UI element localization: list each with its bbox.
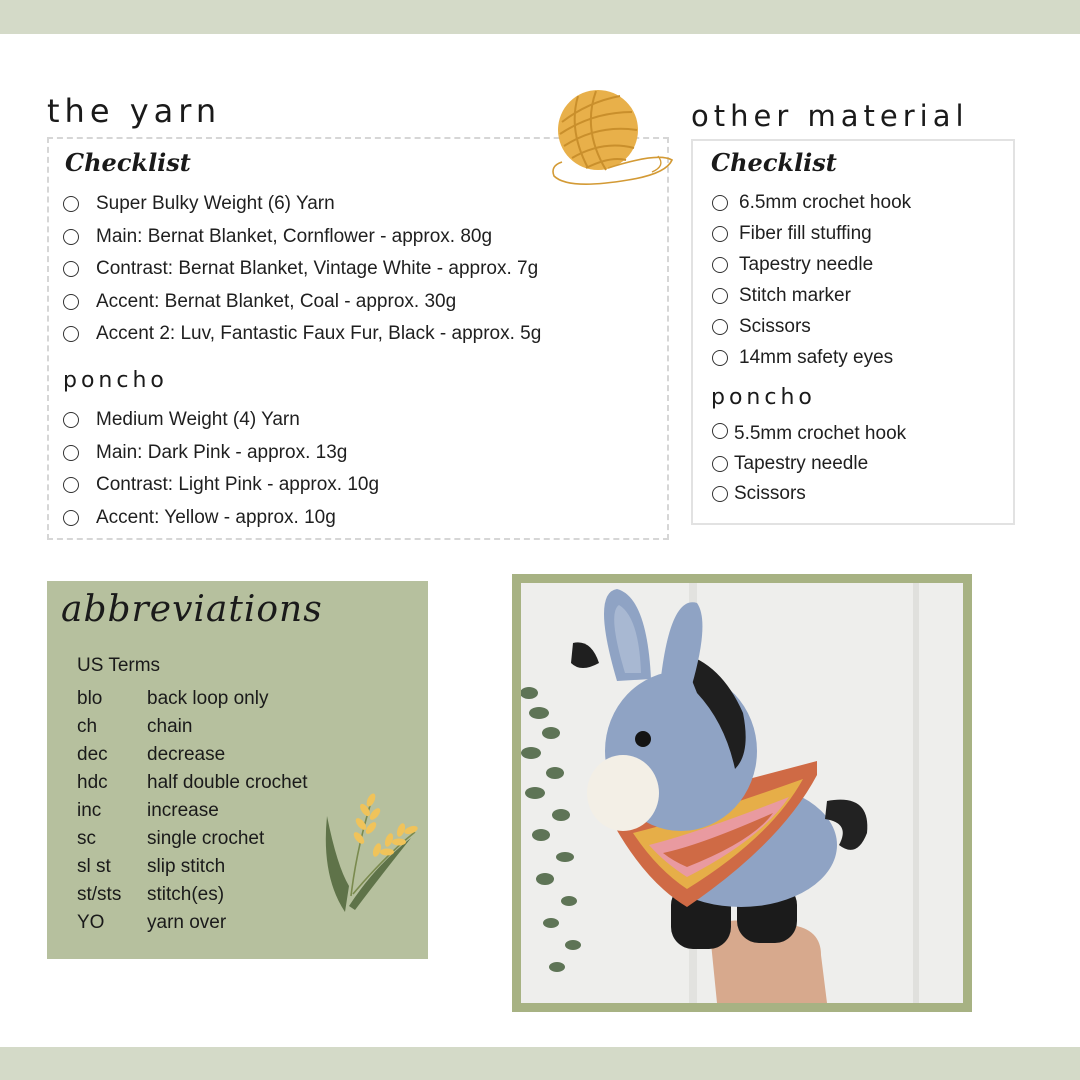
yarn-poncho-checklist <box>63 404 379 534</box>
list-item[interactable]: 14mm safety eyes <box>712 342 911 373</box>
list-item[interactable]: Main: Bernat Blanket, Cornflower - approx. 80g <box>63 221 541 254</box>
list-item[interactable]: Stitch marker <box>712 280 911 311</box>
radio-icon[interactable] <box>712 486 728 502</box>
list-item[interactable]: Accent: Bernat Blanket, Coal - approx. 30g <box>63 286 541 319</box>
list-item[interactable]: Medium Weight (4) Yarn <box>63 404 379 437</box>
donkey-photo <box>521 583 963 1003</box>
abbreviation-row: sl st slip stitch <box>77 856 226 877</box>
list-item[interactable]: Main: Dark Pink - approx. 13g <box>63 437 379 470</box>
radio-icon[interactable] <box>712 423 728 439</box>
materials-checklist-label: Checklist <box>711 148 837 177</box>
radio-icon[interactable] <box>712 350 728 366</box>
radio-icon[interactable] <box>63 196 79 212</box>
radio-icon[interactable] <box>63 510 79 526</box>
us-terms-label: US Terms <box>77 655 161 676</box>
abbreviation-row: dec decrease <box>77 744 226 765</box>
yarn-checklist-label: Checklist <box>65 148 191 177</box>
yarn-section-title: the yarn <box>47 92 222 130</box>
photo-frame <box>512 574 972 1012</box>
radio-icon[interactable] <box>712 257 728 273</box>
materials-poncho-title: poncho <box>711 385 816 410</box>
radio-icon[interactable] <box>712 456 728 472</box>
radio-icon[interactable] <box>63 229 79 245</box>
list-item[interactable]: Contrast: Light Pink - approx. 10g <box>63 469 379 502</box>
list-item[interactable]: 5.5mm crochet hook <box>712 419 906 449</box>
abbreviation-row: YO yarn over <box>77 912 227 933</box>
radio-icon[interactable] <box>63 326 79 342</box>
bottom-band <box>0 1047 1080 1080</box>
radio-icon[interactable] <box>63 445 79 461</box>
radio-icon[interactable] <box>63 477 79 493</box>
abbreviations-title: abbreviations <box>61 589 323 630</box>
crochet-donkey-image <box>521 583 963 1003</box>
materials-poncho-checklist <box>712 419 906 509</box>
yarn-ball-icon <box>548 82 678 192</box>
radio-icon[interactable] <box>712 319 728 335</box>
list-item[interactable]: 6.5mm crochet hook <box>712 187 911 218</box>
list-item[interactable]: Super Bulky Weight (6) Yarn <box>63 188 541 221</box>
list-item[interactable]: Tapestry needle <box>712 449 906 479</box>
yarn-poncho-title: poncho <box>63 368 168 393</box>
radio-icon[interactable] <box>712 288 728 304</box>
radio-icon[interactable] <box>63 412 79 428</box>
radio-icon[interactable] <box>63 294 79 310</box>
abbreviation-row: ch chain <box>77 716 193 737</box>
materials-section-title: other material <box>691 99 969 133</box>
abbreviation-row: sc single crochet <box>77 828 265 849</box>
radio-icon[interactable] <box>712 195 728 211</box>
radio-icon[interactable] <box>712 226 728 242</box>
list-item[interactable]: Tapestry needle <box>712 249 911 280</box>
wheat-icon <box>315 786 427 916</box>
list-item[interactable]: Accent: Yellow - approx. 10g <box>63 502 379 535</box>
top-band <box>0 0 1080 34</box>
abbreviation-row: inc increase <box>77 800 219 821</box>
abbreviation-row: st/sts stitch(es) <box>77 884 225 905</box>
list-item[interactable]: Accent 2: Luv, Fantastic Faux Fur, Black - approx. 5g <box>63 318 541 351</box>
yarn-checklist <box>63 188 541 351</box>
abbreviation-row: blo back loop only <box>77 688 269 709</box>
abbreviation-row: hdc half double crochet <box>77 772 308 793</box>
list-item[interactable]: Contrast: Bernat Blanket, Vintage White - approx. 7g <box>63 253 541 286</box>
abbreviations-panel <box>47 581 428 959</box>
list-item[interactable]: Scissors <box>712 311 911 342</box>
materials-checklist <box>712 187 911 373</box>
list-item[interactable]: Fiber fill stuffing <box>712 218 911 249</box>
radio-icon[interactable] <box>63 261 79 277</box>
list-item[interactable]: Scissors <box>712 479 906 509</box>
